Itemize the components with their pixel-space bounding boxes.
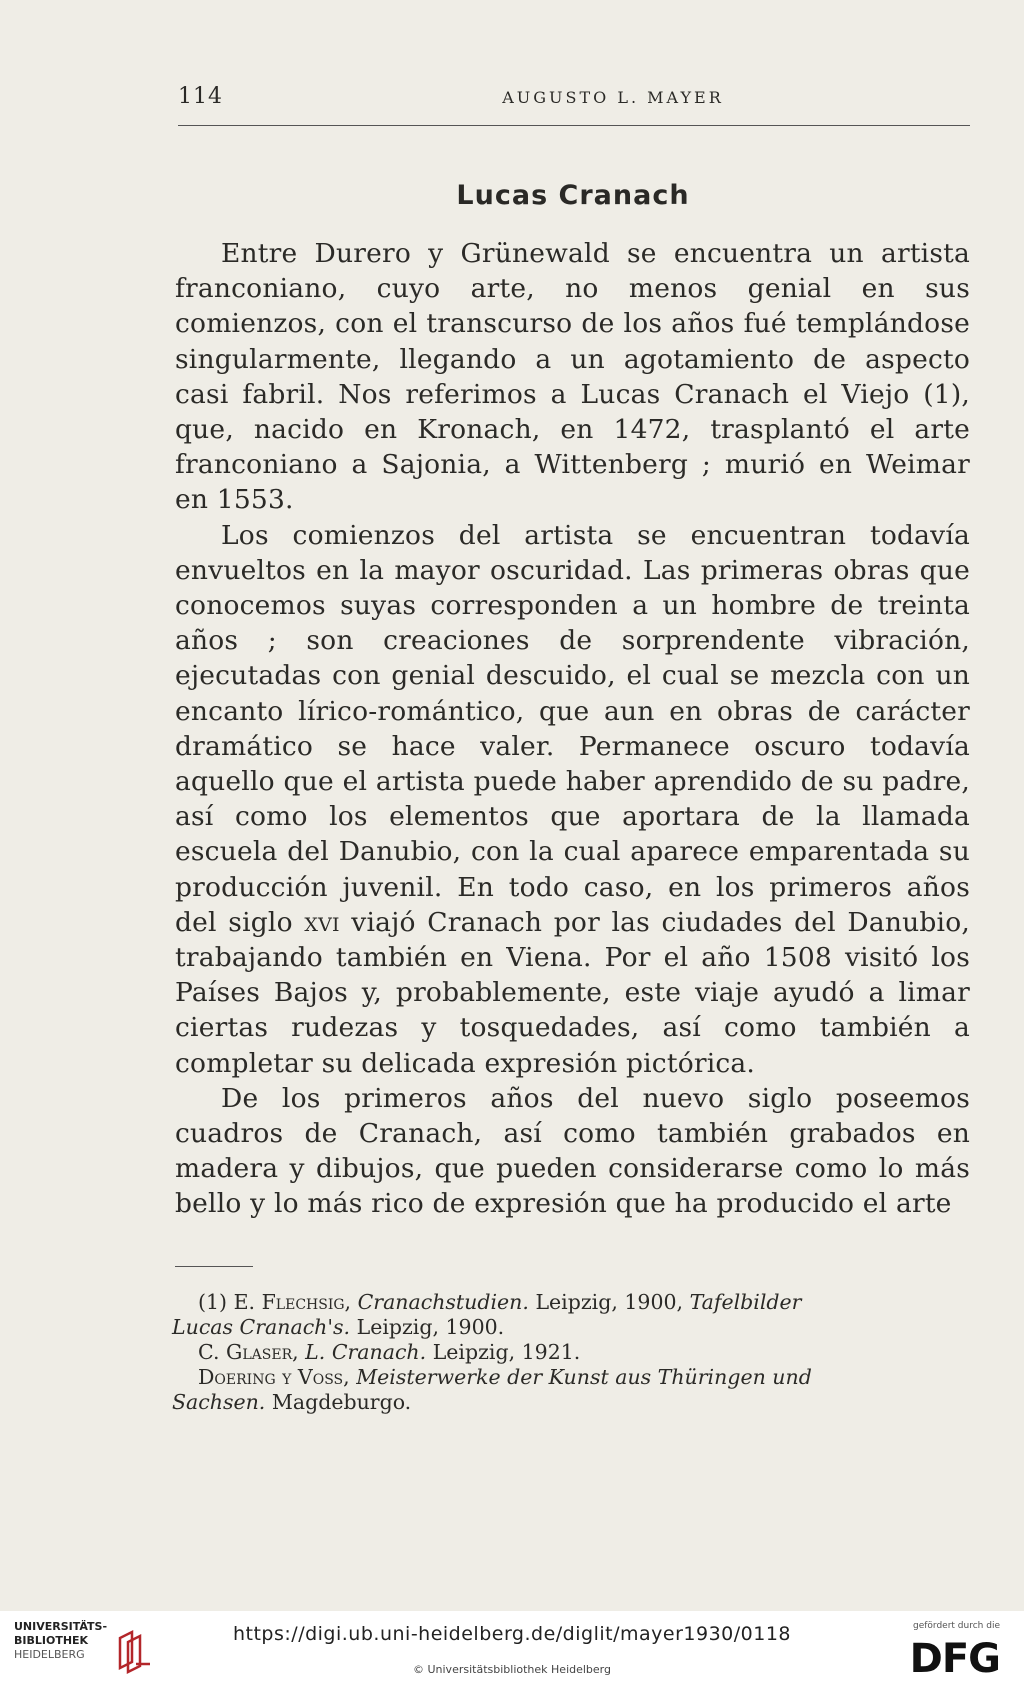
header-rule bbox=[178, 125, 970, 126]
body-text bbox=[175, 236, 970, 1222]
permalink-url[interactable]: https://digi.ub.uni-heidelberg.de/diglit/mayer1930/0118 bbox=[232, 1623, 791, 1645]
paragraph-3: De los primeros años del nuevo siglo poseemos cuadros de Cranach, así como también grabados en madera y dibujos, que pueden considerarse como lo más bello y lo más rico de expresión que ha producido el arte bbox=[175, 1082, 970, 1220]
paragraph-2: Los comienzos del artista se encuentran todavía envueltos en la mayor oscuridad. Las primeras obras que conocemos suyas corresponden a un hombre de treinta años ; son creaciones de sorprendente vibración, ejecutadas con genial descuido, el cual se mezcla con un encanto lírico-romántico, que aun en obras de carácter dramático se hace valer. Permanece oscuro todavía aquello que el artista puede haber aprendido de su padre, así como los elementos que aportara de la llamada escuela del Danubio, con la cual aparece emparentada su producción juvenil. En todo caso, en los primeros años del siglo xvi viajó Cranach por las ciudades del Danubio, trabajando también en Viena. Por el año 1508 visitó los Países Bajos y, probablemente, este viaje ayudó a limar ciertas rudezas y tosquedades, así como también a completar su delicada expresión pictórica. bbox=[175, 519, 971, 1079]
library-logo[interactable]: UNIVERSITÄTS- BIBLIOTHEK HEIDELBERG bbox=[14, 1620, 174, 1686]
footnote-1-line-2: Lucas Cranach's. Leipzig, 1900. bbox=[172, 1315, 505, 1339]
running-head: AUGUSTO L. MAYER bbox=[502, 88, 724, 107]
footnotes bbox=[172, 1290, 970, 1415]
footnote-2: C. Glaser, L. Cranach. Leipzig, 1921. bbox=[198, 1340, 581, 1364]
footnote-rule bbox=[175, 1266, 253, 1267]
paragraph-1: Entre Durero y Grünewald se encuentra un artista franconiano, cuyo arte, no menos genial en sus comienzos, con el transcurso de los años fué templándose singularmente, llegando a un agotamiento de aspecto casi fabril. Nos referimos a Lucas Cranach el Viejo (1), que, nacido en Kronach, en 1472, trasplantó el arte franconiano a Sajonia, a Wittenberg ; murió en Weimar en 1553. bbox=[175, 238, 970, 516]
footnote-3-line-2: Sachsen. Magdeburgo. bbox=[172, 1390, 412, 1414]
page-header bbox=[178, 84, 968, 114]
century-numeral: xvi bbox=[304, 906, 340, 938]
page-number: 114 bbox=[178, 84, 223, 109]
section-title: Lucas Cranach bbox=[456, 180, 690, 211]
dfg-logo[interactable]: DFG bbox=[909, 1636, 1000, 1682]
footnote-1-line-1: (1) E. Flechsig, Cranachstudien. Leipzig, 1900, Tafelbilder bbox=[198, 1290, 802, 1314]
footnote-3-line-1: Doering y Voss, Meisterwerke der Kunst aus Thüringen und bbox=[198, 1365, 812, 1389]
funding-caption: gefördert durch die bbox=[913, 1621, 1000, 1631]
copyright-notice: © Universitätsbibliothek Heidelberg bbox=[412, 1663, 611, 1676]
